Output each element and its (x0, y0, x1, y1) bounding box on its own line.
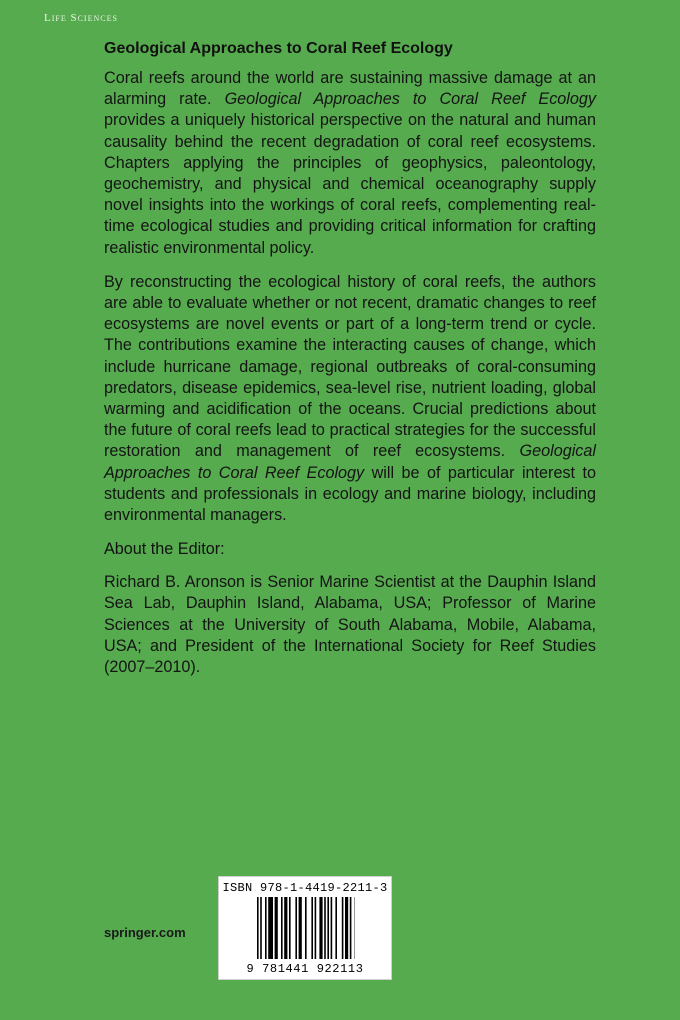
p2-italic-title: Geological Approaches to Coral Reef Ecology (104, 442, 596, 482)
p1-text-b: provides a uniquely historical perspective on the natural and human causality behind the recent degradation of coral reef ecosystems. Chapters applying the principles of geophysics, paleontology, geochemistry, and physical and chemical oceanography supply novel insights into the workings of coral reefs, complementing real-time ecological studies and providing critical information for crafting realistic environmental policy. (104, 111, 596, 257)
barcode-digits: 9 781441 922113 (246, 962, 364, 976)
isbn-barcode (218, 876, 392, 980)
barcode-bar (295, 897, 297, 959)
barcode-bar (289, 897, 291, 959)
barcode-bar (331, 897, 333, 959)
barcode-bar (327, 897, 329, 959)
barcode-bar (342, 897, 344, 959)
barcode-bar (315, 897, 317, 959)
barcode-bar (350, 897, 352, 959)
barcode-bar (281, 897, 283, 959)
p1-text-a: Coral reefs around the world are sustaining massive damage at an alarming rate. (104, 69, 596, 109)
barcode-bar (335, 897, 337, 959)
barcode-bar (324, 897, 326, 959)
p2-text-b: will be of particular interest to students and professionals in ecology and marine biology, including environmental managers. (104, 463, 596, 525)
back-cover-text (104, 40, 596, 691)
p1-italic-title: Geological Approaches to Coral Reef Ecology (224, 90, 597, 109)
publisher-website: springer.com (104, 925, 186, 940)
barcode-bar (305, 897, 307, 959)
barcode-bar (319, 897, 322, 959)
barcode-bar (265, 897, 267, 959)
series-label: Life Sciences (44, 12, 118, 24)
description-paragraph-1 (104, 68, 596, 259)
barcode-bar (257, 897, 259, 959)
description-paragraph-2 (104, 272, 596, 526)
about-editor-text: Richard B. Aronson is Senior Marine Scientist at the Dauphin Island Sea Lab, Dauphin Island, Alabama, USA; Professor of Marine Sciences at the University of South Alabama, Mobile, Alabama, USA; and President of the International Society for Reef Studies (2007–2010). (104, 573, 596, 677)
barcode-bar (260, 897, 262, 959)
barcode-bar (311, 897, 313, 959)
barcode-bar (284, 897, 287, 959)
barcode-bar (268, 897, 273, 959)
barcode-bar (275, 897, 278, 959)
about-editor-heading: About the Editor: (104, 540, 225, 559)
p2-text-a: By reconstructing the ecological history of coral reefs, the authors are able to evaluate whether or not recent, dramatic changes to reef ecosystems are novel events or part of a long-term trend or cycle. The contributions examine the interacting causes of change, which include hurricane damage, regional outbreaks of coral-consuming predators, disease epidemics, sea-level rise, nutrient loading, global warming and acidification of the oceans. Crucial predictions about the future of coral reefs lead to practical strategies for the successful restoration and management of reef ecosystems. (104, 272, 596, 461)
barcode-bar (345, 897, 348, 959)
barcode-bar (299, 897, 302, 959)
isbn-label: ISBN 978-1-4419-2211-3 (222, 881, 388, 895)
barcode-bars (257, 897, 355, 959)
book-title: Geological Approaches to Coral Reef Ecology (104, 40, 453, 57)
